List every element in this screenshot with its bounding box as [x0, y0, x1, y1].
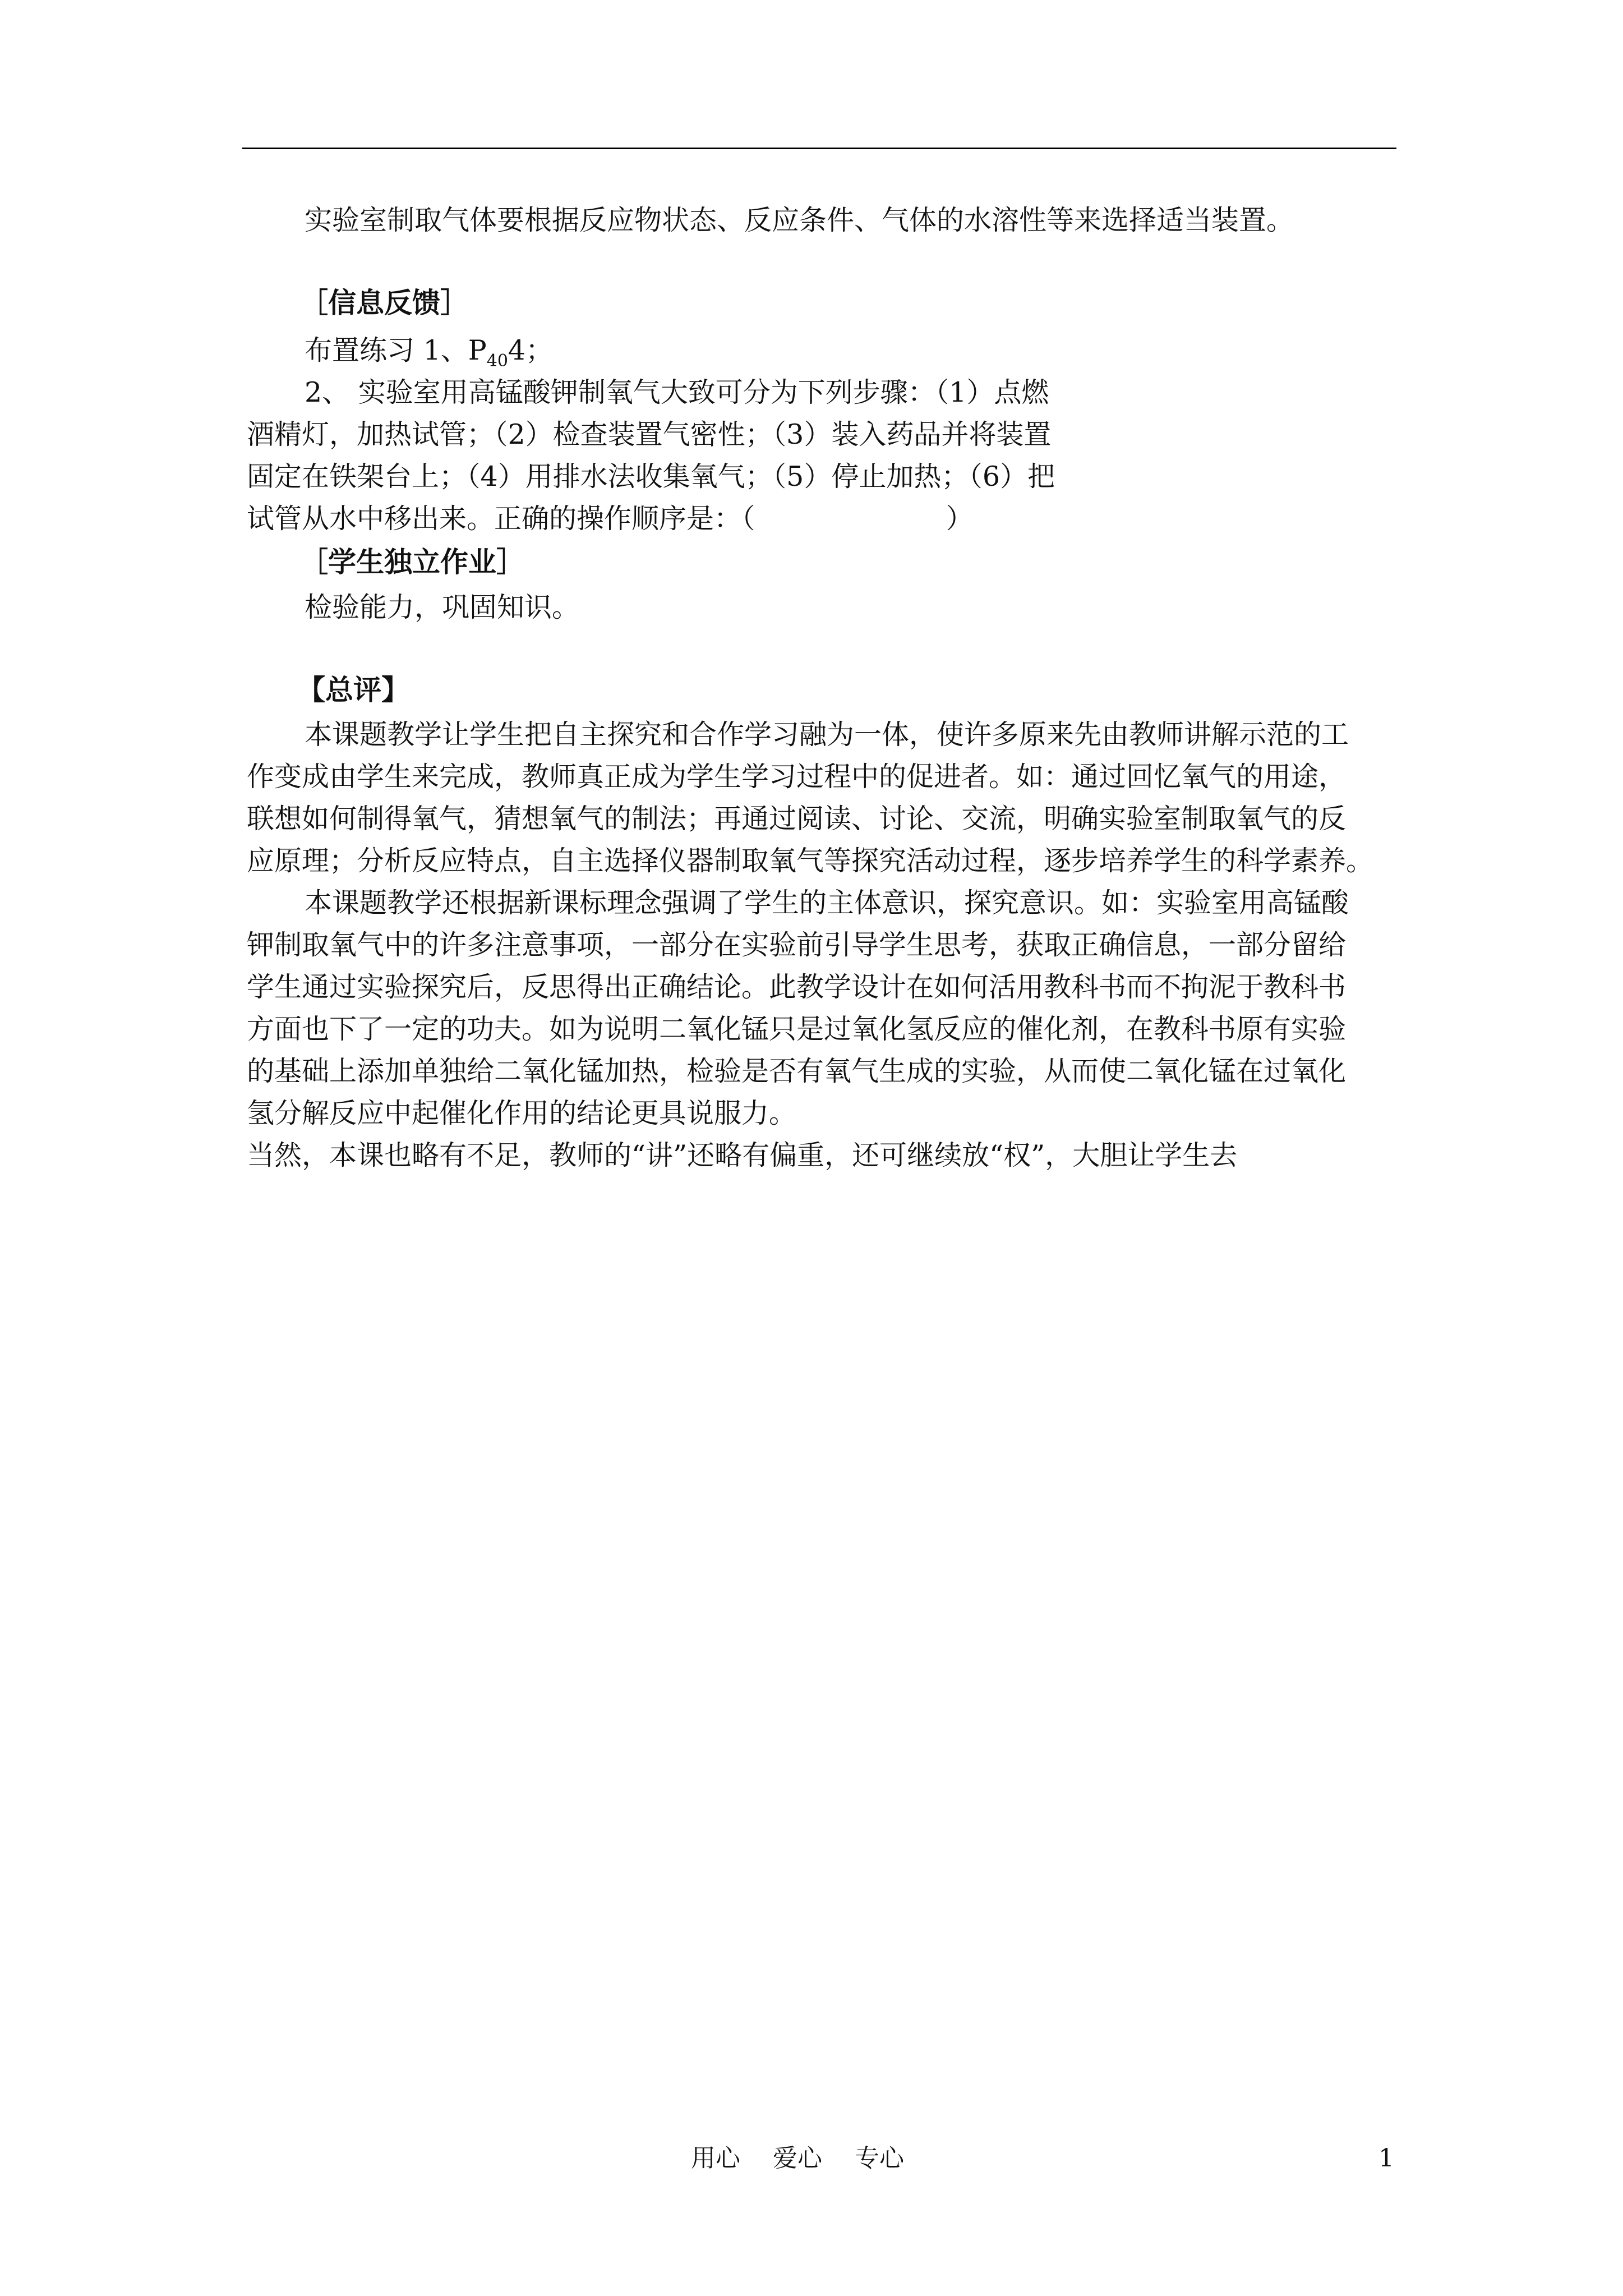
- question-2-line-3: 固定在铁架台上；（4）用排水法收集氧气；（5）停止加热；（6）把: [247, 461, 1055, 493]
- homework-text: 检验能力，巩固知识。: [305, 591, 580, 623]
- page-number: 1: [1378, 2144, 1394, 2173]
- summary-line: 联想如何制得氧气，猜想氧气的制法；再通过阅读、讨论、交流，明确实验室制取氧气的反: [247, 803, 1347, 835]
- summary-line: 方面也下了一定的功夫。如为说明二氧化锰只是过氧化氢反应的催化剂，在教科书原有实验: [247, 1013, 1347, 1045]
- footer-motto: 爱心: [773, 2144, 822, 2173]
- intro-paragraph: 实验室制取气体要根据反应物状态、反应条件、气体的水溶性等来选择适当装置。: [305, 204, 1294, 236]
- summary-line: 学生通过实验探究后，反思得出正确结论。此教学设计在如何活用教科书而不拘泥于教科书: [247, 971, 1347, 1003]
- question-2-last-prefix: 试管从水中移出来。正确的操作顺序是：（: [247, 503, 755, 535]
- feedback-heading: ［信息反馈］: [300, 287, 468, 319]
- header-rule: [242, 148, 1396, 149]
- question-2-line-2: 酒精灯，加热试管；（2）检查装置气密性；（3）装入药品并将装置: [247, 418, 1052, 450]
- question-2-line-4: [247, 502, 974, 536]
- summary-line: 的基础上添加单独给二氧化锰加热，检验是否有氧气生成的实验，从而使二氧化锰在过氧化: [247, 1055, 1347, 1087]
- exercise-prefix: 布置练习 1、P: [305, 334, 487, 366]
- summary-line: 作变成由学生来完成，教师真正成为学生学习过程中的促进者。如：通过回忆氧气的用途，: [247, 761, 1347, 793]
- summary-heading: 【总评】: [297, 674, 409, 706]
- summary-line: 当然，本课也略有不足，教师的“讲”还略有偏重，还可继续放“权”，大胆让学生去: [247, 1139, 1238, 1171]
- footer-motto: 用心: [691, 2144, 740, 2173]
- homework-heading: ［学生独立作业］: [300, 546, 524, 578]
- exercise-line: [305, 334, 553, 371]
- footer-mottos: [691, 2143, 904, 2174]
- summary-line: 本课题教学还根据新课标理念强调了学生的主体意识，探究意识。如：实验室用高锰酸: [305, 887, 1349, 919]
- exercise-page-subscript: 40: [486, 351, 508, 371]
- exercise-suffix: 4；: [508, 334, 554, 366]
- footer-motto: 专心: [855, 2144, 904, 2173]
- question-2-line-1: 2、 实验室用高锰酸钾制氧气大致可分为下列步骤：（1）点燃: [305, 376, 1049, 408]
- summary-line: 应原理；分析反应特点，自主选择仪器制取氧气等探究活动过程，逐步培养学生的科学素养。: [247, 845, 1374, 877]
- summary-line: 氢分解反应中起催化作用的结论更具说服力。: [247, 1097, 797, 1129]
- question-2-last-suffix: ）: [946, 503, 974, 535]
- summary-line: 本课题教学让学生把自主探究和合作学习融为一体，使许多原来先由教师讲解示范的工: [305, 719, 1349, 751]
- summary-line: 钾制取氧气中的许多注意事项，一部分在实验前引导学生思考，获取正确信息，一部分留给: [247, 929, 1347, 961]
